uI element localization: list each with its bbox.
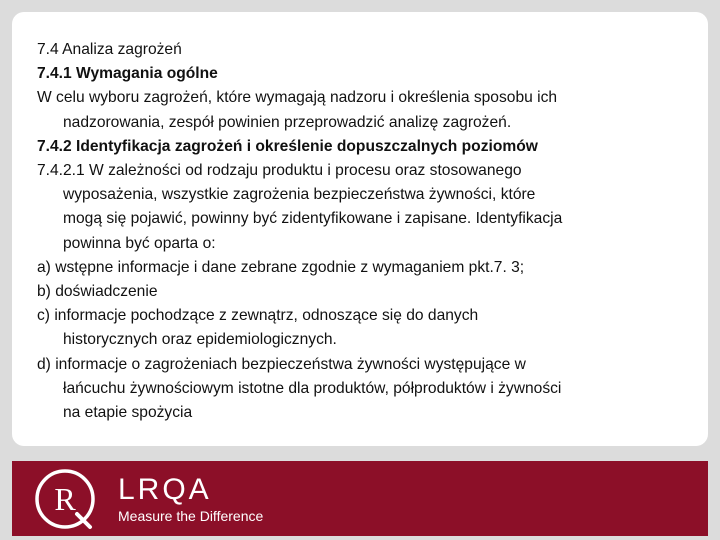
paragraph-line: nadzorowania, zespół powinien przeprowadzić analizę zagrożeń. (63, 113, 512, 131)
brand-footer (12, 461, 708, 536)
svg-text:R: R (54, 481, 76, 517)
list-item-d: d) informacje o zagrożeniach bezpieczeństwa żywności występujące w (37, 355, 526, 373)
list-item-d-continued: łańcuchu żywnościowym istotne dla produktów, półproduktów i żywności (63, 379, 562, 397)
paragraph-line: 7.4.2.1 W zależności od rodzaju produktu i procesu oraz stosowanego (37, 162, 522, 180)
paragraph-line: W celu wyboru zagrożeń, które wymagają nadzoru i określenia sposobu ich (37, 89, 558, 107)
slide-content (12, 12, 708, 446)
paragraph-line: wyposażenia, wszystkie zagrożenia bezpieczeństwa żywności, które (63, 186, 536, 204)
list-item-a: a) wstępne informacje i dane zebrane zgodnie z wymaganiem pkt.7. 3; (37, 258, 525, 276)
paragraph-line: powinna być oparta o: (63, 234, 216, 252)
list-item-c: c) informacje pochodzące z zewnątrz, odnoszące się do danych (37, 307, 479, 325)
subsection-heading-identification: 7.4.2 Identyfikacja zagrożeń i określenie dopuszczalnych poziomów (37, 137, 538, 155)
paragraph-line: mogą się pojawić, powinny być zidentyfikowane i zapisane. Identyfikacja (63, 210, 563, 228)
subsection-heading-general: 7.4.1 Wymagania ogólne (37, 65, 218, 83)
brand-name: LRQA (118, 473, 212, 506)
list-item-b: b) doświadczenie (37, 283, 158, 301)
brand-tagline: Measure the Difference (118, 508, 264, 524)
list-item-d-continued: na etapie spożycia (63, 404, 193, 422)
section-heading: 7.4 Analiza zagrożeń (37, 41, 182, 58)
lr-monogram-logo-icon (32, 466, 98, 537)
list-item-c-continued: historycznych oraz epidemiologicznych. (63, 331, 337, 349)
